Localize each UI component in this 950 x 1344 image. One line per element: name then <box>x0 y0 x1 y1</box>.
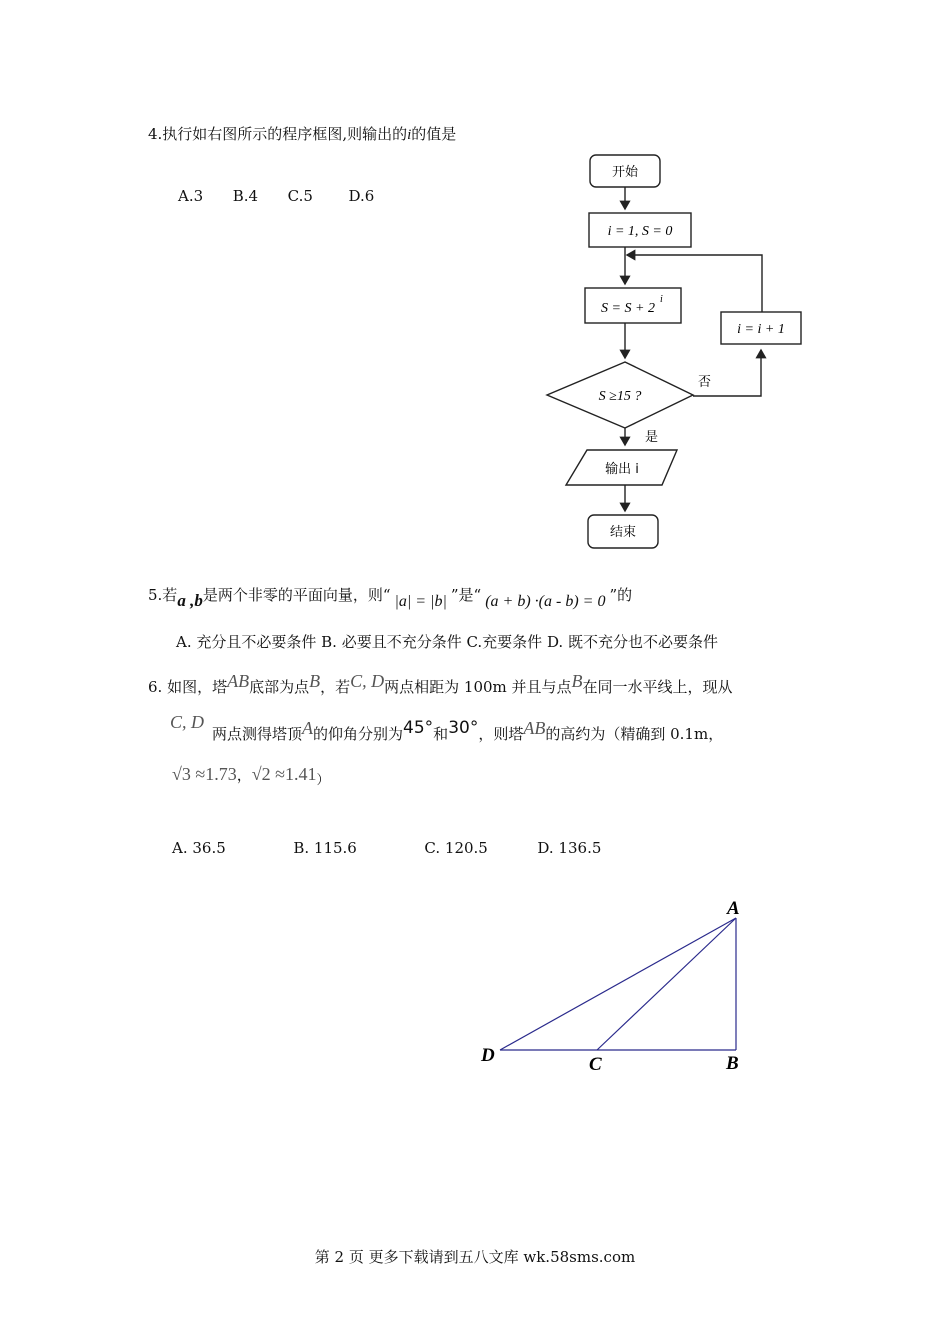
q5-options: A. 充分且不必要条件 B. 必要且不充分条件 C.充要条件 D. 既不充分也不必要条件 <box>176 633 718 651</box>
q4-options <box>178 187 374 205</box>
q6-option-b: B. 115.6 <box>293 839 357 857</box>
label-d: D <box>481 1045 495 1066</box>
q4-stem: 4.执行如右图所示的程序框图,则输出的i的值是 <box>148 125 457 143</box>
flow-increment-label: i = i + 1 <box>737 322 785 337</box>
q4-option-a: A.3 <box>178 187 204 205</box>
flow-output-label: 输出 i <box>605 462 639 477</box>
q6-options <box>172 839 601 857</box>
q5-condition2: (a + b) ·(a - b) = 0 <box>485 593 606 610</box>
flow-end-label: 结束 <box>609 525 637 540</box>
q6-line1: 6. 如图，塔AB底部为点B，若C, D两点相距为 100m 并且与点B在同一水平线上，现从 <box>148 671 733 696</box>
q4-option-d: D.6 <box>348 187 375 205</box>
q6-option-a: A. 36.5 <box>172 839 226 857</box>
q5-stem: 5.若a ,b是两个非零的平面向量，则“ |a| = |b| ”是“ (a + b) ·(a - b) = 0 ”的 <box>148 586 633 610</box>
q6-option-c: C. 120.5 <box>424 839 488 857</box>
flow-yes-label: 是 <box>645 430 659 445</box>
q4-option-c: C.5 <box>287 187 313 205</box>
q5-condition1: |a| = |b| <box>394 593 447 610</box>
q6-line2b: 两点测得塔顶A的仰角分别为45°和30°，则塔AB的高约为（精确到 0.1m， <box>212 718 724 743</box>
q5-vectors: a ,b <box>177 591 203 610</box>
page-footer: 第 2 页 更多下载请到五八文库 wk.58sms.com <box>314 1248 636 1266</box>
q4-option-b: B.4 <box>232 187 259 205</box>
q6-line3: √3 ≈1.73，√2 ≈1.41） <box>172 764 330 788</box>
flow-update-label: S = S + 2 <box>601 301 655 316</box>
flow-update-exp: i <box>660 294 663 305</box>
q6-option-d: D. 136.5 <box>537 839 602 857</box>
flow-condition-label: S ≥15 ? <box>598 389 642 404</box>
flow-no-label: 否 <box>698 375 712 390</box>
q6-figure <box>475 890 765 1090</box>
label-a: A <box>727 898 740 919</box>
q4-flowchart <box>540 145 820 560</box>
q6-line2: C, D <box>170 712 205 732</box>
label-c: C <box>589 1054 602 1075</box>
label-b: B <box>726 1053 739 1074</box>
flow-init-label: i = 1, S = 0 <box>607 224 673 239</box>
flow-start-label: 开始 <box>611 165 639 180</box>
